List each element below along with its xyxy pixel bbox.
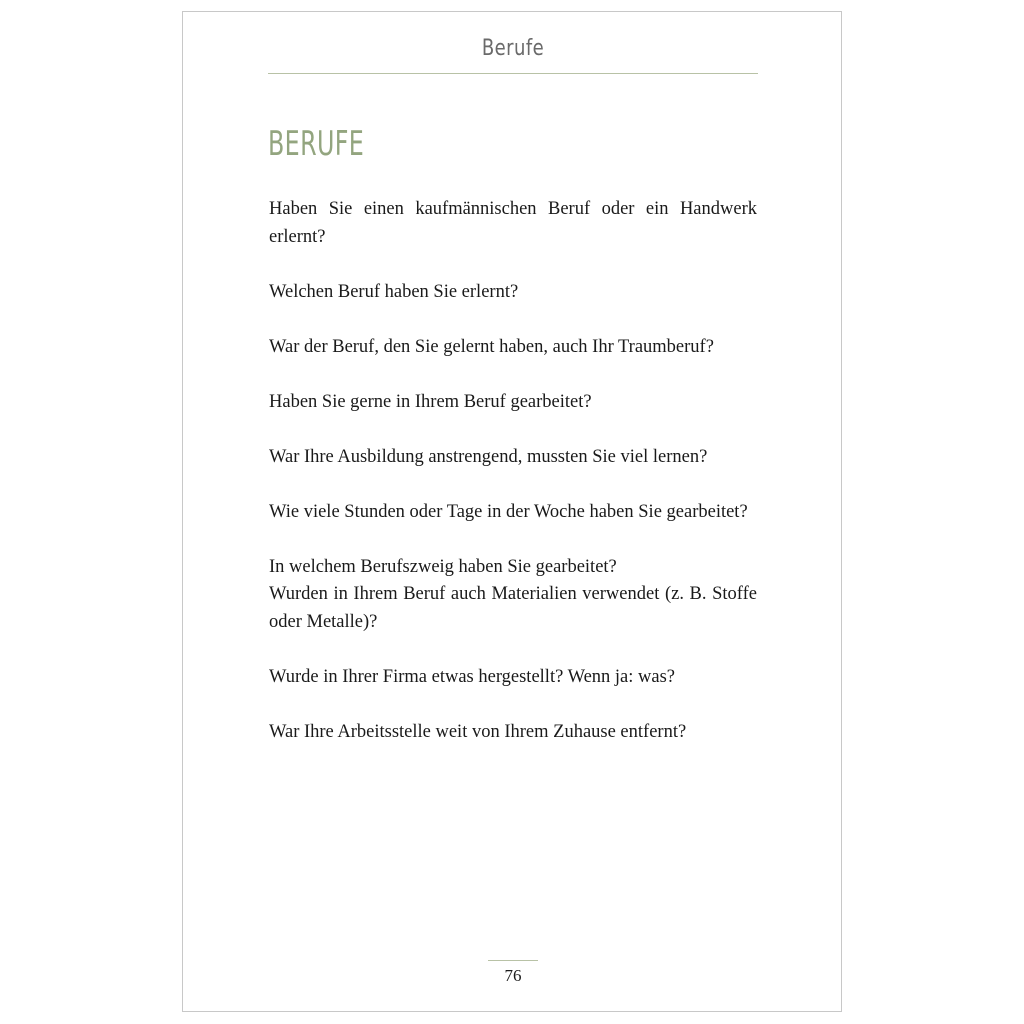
question-item: War der Beruf, den Sie gelernt haben, auch Ihr Traumberuf? (269, 336, 714, 357)
running-header: Berufe (481, 36, 545, 61)
book-page (182, 11, 842, 1012)
question-item: Wurden in Ihrem Beruf auch Materialien verwendet (z. B. Stoffe oder Metalle)? (269, 584, 757, 632)
page-number: 76 (504, 966, 522, 985)
question-item: Haben Sie einen kaufmännischen Beruf oder ein Handwerk erlernt? (269, 199, 757, 247)
question-item: Wie viele Stunden oder Tage in der Woche haben Sie gearbeitet? (269, 501, 748, 522)
question-item: Wurde in Ihrer Firma etwas hergestellt? Wenn ja: was? (269, 666, 675, 687)
question-list (269, 196, 757, 774)
footer-rule (488, 960, 538, 961)
question-item: War Ihre Ausbildung anstrengend, mussten Sie viel lernen? (269, 446, 708, 467)
question-item: In welchem Berufszweig haben Sie gearbeitet? (269, 556, 617, 577)
header-rule (268, 73, 758, 74)
question-item: Haben Sie gerne in Ihrem Beruf gearbeitet? (269, 391, 592, 412)
chapter-title: BERUFE (268, 124, 365, 164)
question-item: Welchen Beruf haben Sie erlernt? (269, 281, 519, 302)
question-item: War Ihre Arbeitsstelle weit von Ihrem Zuhause entfernt? (269, 721, 687, 742)
